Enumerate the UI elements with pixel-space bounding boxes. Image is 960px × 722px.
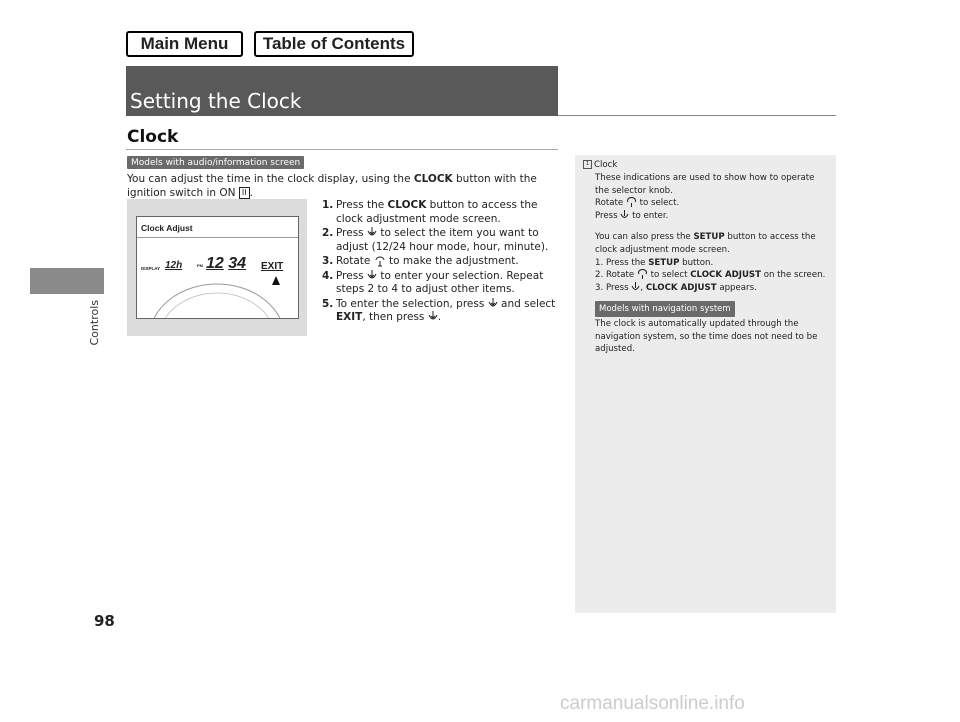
intro-paragraph: You can adjust the time in the clock display, using the CLOCK button with the ignition switch in ON II . [127,173,537,199]
table-of-contents-button[interactable]: Table of Contents [254,31,414,57]
rotate-knob-icon [637,269,648,280]
side-note [583,159,828,356]
steps-list [322,199,558,326]
title-rule [558,115,836,116]
press-knob-icon [631,282,640,293]
heading-rule [126,149,558,150]
note-heading: 1 Clock [583,159,828,172]
page-title: Setting the Clock [126,66,558,116]
model-tag-audio: Models with audio/information screen [127,156,304,169]
press-knob-icon [367,227,377,239]
side-note-panel [575,155,836,613]
note-list-item: 1. Press the SETUP button. [595,257,714,268]
note-marker-icon: 1 [583,160,592,169]
step-item: 2. Press to select the item you want to adjust (12/24 hour mode, hour, minute). [322,227,549,253]
step-item: 4. Press to enter your selection. Repeat steps 2 to 4 to adjust other items. [322,269,544,295]
screen-title: Clock Adjust [141,223,193,233]
screen-display-label: DISPLAY [141,266,161,271]
note-text: You can also press the SETUP button to access the clock adjustment mode screen. [595,231,816,255]
dial-arc-graphic [137,279,298,319]
watermark: carmanualsonline.info [560,693,745,714]
note-list-item: 3. Press , CLOCK ADJUST appears. [595,283,757,294]
press-knob-icon [428,311,438,323]
note-text: Rotate to select. [595,198,680,209]
note-text: These indications are used to show how to operate the selector knob. [595,172,815,196]
screen-exit-label: EXIT [261,261,284,272]
screen-time: 12 34 [206,255,247,272]
rotate-knob-icon [626,197,637,208]
main-menu-button[interactable]: Main Menu [126,31,243,57]
step-item: 3. Rotate to make the adjustment. [322,255,519,267]
press-knob-icon [488,298,498,310]
clock-adjust-screen-illustration [127,199,307,336]
section-tab [30,268,104,294]
note-list [595,257,828,295]
press-knob-icon [367,270,377,282]
section-side-label: Controls [88,300,101,346]
section-heading: Clock [127,127,179,147]
ignition-key-icon: II [239,187,250,199]
display-screen [136,216,299,319]
screen-pm-label: PM [197,263,203,268]
screen-divider [137,237,298,238]
step-item: 1. Press the CLOCK button to access the clock adjustment mode screen. [322,199,538,225]
rotate-knob-icon [374,255,386,267]
step-item: 5. To enter the selection, press and select EXIT, then press . [322,297,556,323]
screen-mode-value: 12h [165,260,183,271]
model-tag-navigation: Models with navigation system [595,301,735,317]
press-knob-icon [620,210,629,221]
note-text: Press to enter. [595,211,669,222]
page-number: 98 [94,612,115,630]
note-list-item: 2. Rotate to select CLOCK ADJUST on the screen. [595,270,826,281]
note-text: The clock is automatically updated through the navigation system, so the time does not need to be adjusted. [595,318,818,355]
